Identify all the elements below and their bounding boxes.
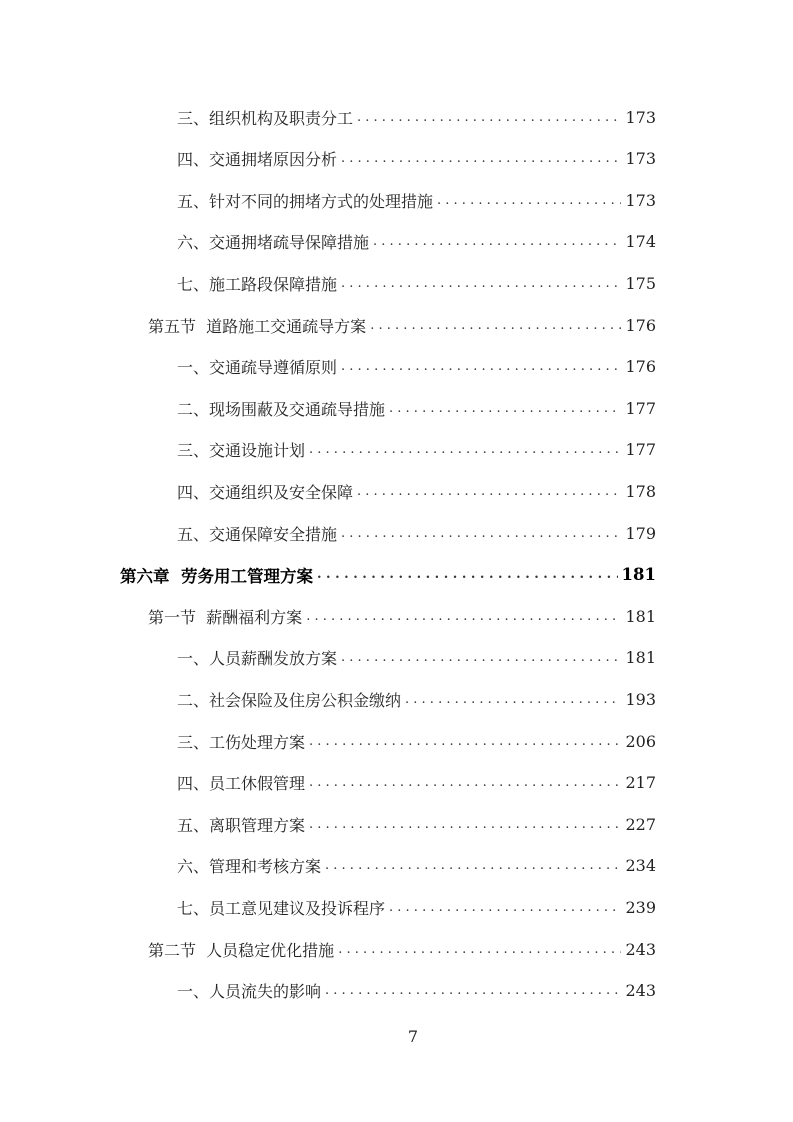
toc-entry-title: 六、管理和考核方案 bbox=[177, 857, 322, 877]
toc-entry-title: 六、交通拥堵疏导保障措施 bbox=[177, 233, 370, 253]
toc-entry-title: 二、社会保险及住房公积金缴纳 bbox=[177, 690, 402, 710]
toc-entry-page: 174 bbox=[625, 232, 656, 252]
toc-entry-title: 第五节 道路施工交通疏导方案 bbox=[148, 316, 367, 336]
toc-entry-title: 五、针对不同的拥堵方式的处理措施 bbox=[177, 191, 434, 211]
toc-entry-page: 175 bbox=[625, 273, 656, 293]
toc-chapter-entry[interactable] bbox=[120, 554, 656, 596]
toc-entry-page: 193 bbox=[625, 689, 656, 709]
toc-subsection-entry[interactable] bbox=[177, 637, 656, 679]
toc-entry-title: 五、离职管理方案 bbox=[177, 815, 306, 835]
dot-leader bbox=[338, 942, 621, 957]
toc-subsection-entry[interactable] bbox=[177, 221, 656, 263]
toc-entry-page: 227 bbox=[625, 814, 656, 834]
toc-entry-page: 173 bbox=[625, 149, 656, 169]
toc-subsection-entry[interactable] bbox=[177, 179, 656, 221]
toc-entry-title: 四、交通组织及安全保障 bbox=[177, 482, 354, 502]
toc-entry-page: 206 bbox=[625, 731, 656, 751]
toc-section-entry[interactable] bbox=[148, 304, 656, 346]
toc-entry-page: 243 bbox=[625, 981, 656, 1001]
toc-subsection-entry[interactable] bbox=[177, 512, 656, 554]
dot-leader bbox=[309, 442, 621, 457]
toc-entry-title: 一、人员流失的影响 bbox=[177, 982, 322, 1002]
dot-leader bbox=[373, 234, 621, 249]
dot-leader bbox=[341, 650, 621, 665]
dot-leader bbox=[309, 775, 621, 790]
toc-entry-title: 三、交通设施计划 bbox=[177, 441, 306, 461]
toc-entry-page: 177 bbox=[625, 440, 656, 460]
toc-entry-title: 第一节 薪酬福利方案 bbox=[148, 607, 303, 627]
toc-section-entry[interactable] bbox=[148, 595, 656, 637]
toc-entry-title: 四、交通拥堵原因分析 bbox=[177, 150, 338, 170]
dot-leader bbox=[341, 526, 621, 541]
dot-leader bbox=[317, 567, 618, 582]
toc-subsection-entry[interactable] bbox=[177, 970, 656, 1012]
toc-subsection-entry[interactable] bbox=[177, 803, 656, 845]
dot-leader bbox=[341, 359, 621, 374]
toc-subsection-entry[interactable] bbox=[177, 845, 656, 887]
toc-entry-title: 第二节 人员稳定优化措施 bbox=[148, 940, 335, 960]
toc-subsection-entry[interactable] bbox=[177, 262, 656, 304]
dot-leader bbox=[309, 734, 621, 749]
toc-subsection-entry[interactable] bbox=[177, 346, 656, 388]
page-number: 7 bbox=[407, 1027, 419, 1046]
toc-entry-page: 181 bbox=[625, 648, 656, 668]
dot-leader bbox=[405, 692, 621, 707]
toc-subsection-entry[interactable] bbox=[177, 96, 656, 138]
dot-leader bbox=[309, 817, 621, 832]
dot-leader bbox=[341, 151, 621, 166]
toc-subsection-entry[interactable] bbox=[177, 470, 656, 512]
toc-entry-page: 176 bbox=[625, 357, 656, 377]
dot-leader bbox=[306, 609, 621, 624]
toc-entry-title: 七、施工路段保障措施 bbox=[177, 274, 338, 294]
toc-entry-page: 173 bbox=[625, 190, 656, 210]
toc-subsection-entry[interactable] bbox=[177, 138, 656, 180]
toc-entry-page: 234 bbox=[625, 856, 656, 876]
toc-entry-page: 243 bbox=[625, 939, 656, 959]
toc-entry-page: 177 bbox=[625, 398, 656, 418]
dot-leader bbox=[357, 110, 621, 125]
toc-entry-page: 181 bbox=[621, 565, 656, 585]
toc-subsection-entry[interactable] bbox=[177, 762, 656, 804]
dot-leader bbox=[389, 401, 621, 416]
toc-section-entry[interactable] bbox=[148, 928, 656, 970]
toc-subsection-entry[interactable] bbox=[177, 720, 656, 762]
toc-entry-page: 181 bbox=[625, 606, 656, 626]
dot-leader bbox=[341, 276, 621, 291]
dot-leader bbox=[325, 858, 621, 873]
toc-entry-page: 178 bbox=[625, 481, 656, 501]
toc-entry-page: 179 bbox=[625, 523, 656, 543]
dot-leader bbox=[389, 900, 621, 915]
toc-entry-title: 三、工伤处理方案 bbox=[177, 732, 306, 752]
toc-subsection-entry[interactable] bbox=[177, 387, 656, 429]
toc-entry-title: 三、组织机构及职责分工 bbox=[177, 108, 354, 128]
toc-entry-page: 239 bbox=[625, 897, 656, 917]
toc-entry-page: 217 bbox=[625, 773, 656, 793]
toc-entry-title: 二、现场围蔽及交通疏导措施 bbox=[177, 399, 386, 419]
toc-entry-page: 176 bbox=[625, 315, 656, 335]
dot-leader bbox=[325, 983, 621, 998]
toc-entry-title: 七、员工意见建议及投诉程序 bbox=[177, 898, 386, 918]
toc-entry-title: 四、员工休假管理 bbox=[177, 774, 306, 794]
dot-leader bbox=[437, 193, 621, 208]
dot-leader bbox=[357, 484, 621, 499]
toc-entry-title: 五、交通保障安全措施 bbox=[177, 524, 338, 544]
toc-entry-page: 173 bbox=[625, 107, 656, 127]
toc-entry-title: 一、人员薪酬发放方案 bbox=[177, 649, 338, 669]
toc-subsection-entry[interactable] bbox=[177, 678, 656, 720]
dot-leader bbox=[370, 318, 621, 333]
toc-subsection-entry[interactable] bbox=[177, 886, 656, 928]
toc-subsection-entry[interactable] bbox=[177, 429, 656, 471]
toc-entry-title: 第六章 劳务用工管理方案 bbox=[120, 566, 313, 586]
toc-entry-title: 一、交通疏导遵循原则 bbox=[177, 358, 338, 378]
